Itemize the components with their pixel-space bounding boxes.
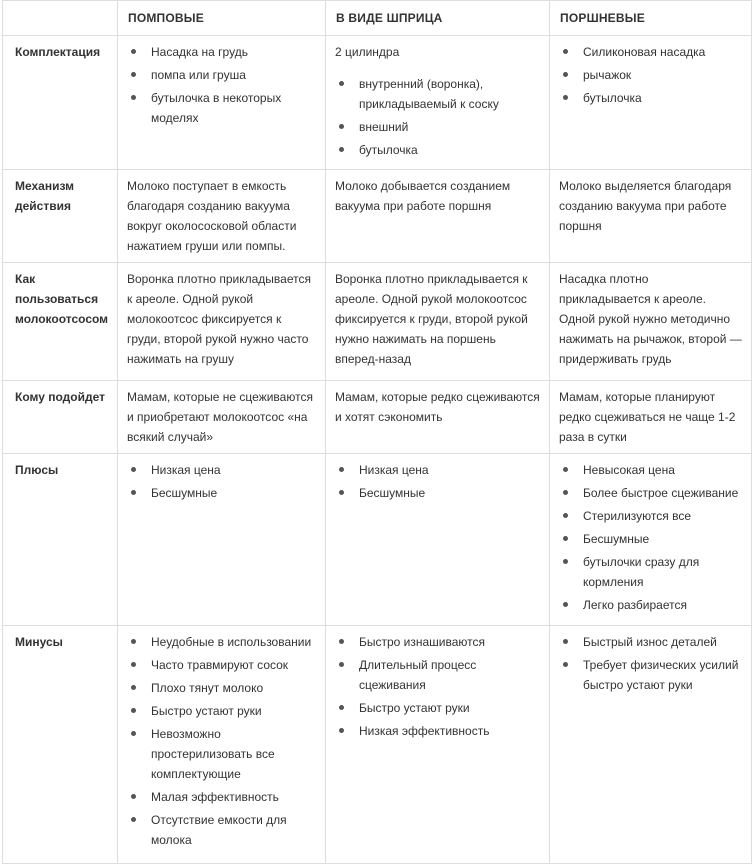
cell-text: Молоко выделяется благодаря созданию вакуума при работе поршня <box>559 179 732 233</box>
list-item: Невозможно простерилизовать все комплектующие <box>127 724 317 784</box>
row-label-cons: Минусы <box>3 626 118 864</box>
cell-cons-pump <box>118 626 326 864</box>
table-row <box>3 454 752 626</box>
cell-usage-syringe <box>326 263 550 381</box>
bullet-list <box>335 460 541 503</box>
list-item: Быстрый износ деталей <box>559 632 743 652</box>
cell-mechanism-piston <box>550 170 752 263</box>
cell-pros-syringe <box>326 454 550 626</box>
list-item: Силиконовая насадка <box>559 42 743 62</box>
list-item: Низкая цена <box>335 460 541 480</box>
column-header-piston: ПОРШНЕВЫЕ <box>550 1 752 36</box>
cell-text: Воронка плотно прикладывается к ареоле. Одной рукой молокоотсос фиксируется к груди, второй рукой нужно нажимать на поршень вперед-назад <box>335 272 528 366</box>
list-item: Бесшумные <box>127 483 317 503</box>
list-item: бутылочка <box>335 140 541 160</box>
bullet-list <box>127 460 317 503</box>
bullet-list <box>335 74 541 160</box>
cell-suitable-syringe <box>326 381 550 454</box>
list-item: Стерилизуются все <box>559 506 743 526</box>
list-item: Бесшумные <box>335 483 541 503</box>
list-item: Низкая эффективность <box>335 721 541 741</box>
list-item: внутренний (воронка), прикладываемый к соску <box>335 74 541 114</box>
cell-pros-piston <box>550 454 752 626</box>
list-item: Требует физических усилий быстро устают руки <box>559 655 743 695</box>
list-item: Малая эффективность <box>127 787 317 807</box>
cell-text: Мамам, которые редко сцеживаются и хотят сэкономить <box>335 390 540 424</box>
table-row <box>3 263 752 381</box>
cell-lead-text: 2 цилиндра <box>335 45 400 59</box>
row-label-usage: Как пользоваться молокоотсосом <box>3 263 118 381</box>
cell-text: Насадка плотно прикладывается к ареоле. Одной рукой нужно методично нажимать на рычажок, второй — придерживать грудь <box>559 272 742 366</box>
row-label-suitable-for: Кому подойдет <box>3 381 118 454</box>
list-item: Бесшумные <box>559 529 743 549</box>
bullet-list <box>559 460 743 615</box>
table-row <box>3 36 752 170</box>
header-corner <box>3 1 118 36</box>
list-item: Часто травмируют сосок <box>127 655 317 675</box>
list-item: Насадка на грудь <box>127 42 317 62</box>
list-item: Длительный процесс сцеживания <box>335 655 541 695</box>
cell-text: Молоко поступает в емкость благодаря созданию вакуума вокруг околососковой области нажатием груши или помпы. <box>127 179 297 253</box>
table-row <box>3 170 752 263</box>
bullet-list <box>127 42 317 128</box>
cell-suitable-pump <box>118 381 326 454</box>
cell-usage-pump <box>118 263 326 381</box>
list-item: Плохо тянут молоко <box>127 678 317 698</box>
cell-kit-syringe <box>326 36 550 170</box>
row-label-pros: Плюсы <box>3 454 118 626</box>
list-item: Легко разбирается <box>559 595 743 615</box>
list-item: Быстро устают руки <box>127 701 317 721</box>
cell-mechanism-pump <box>118 170 326 263</box>
list-item: Быстро изнашиваются <box>335 632 541 652</box>
cell-suitable-piston <box>550 381 752 454</box>
comparison-table <box>2 0 752 864</box>
column-header-pump: ПОМПОВЫЕ <box>118 1 326 36</box>
list-item: бутылочка <box>559 88 743 108</box>
cell-mechanism-syringe <box>326 170 550 263</box>
row-label-mechanism: Механизм действия <box>3 170 118 263</box>
cell-text: Мамам, которые не сцеживаются и приобретают молокоотсос «на всякий случай» <box>127 390 313 444</box>
list-item: Неудобные в использовании <box>127 632 317 652</box>
cell-text: Мамам, которые планируют редко сцеживаться не чаще 1-2 раза в сутки <box>559 390 736 444</box>
list-item: Быстро устают руки <box>335 698 541 718</box>
cell-cons-syringe <box>326 626 550 864</box>
header-row <box>3 1 752 36</box>
list-item: Отсутствие емкости для молока <box>127 810 317 850</box>
row-label-kit: Комплектация <box>3 36 118 170</box>
bullet-list <box>127 632 317 850</box>
cell-text: Воронка плотно прикладывается к ареоле. Одной рукой молокоотсос фиксируется к груди, второй рукой нужно часто нажимать на грушу <box>127 272 311 366</box>
cell-pros-pump <box>118 454 326 626</box>
bullet-list <box>335 632 541 741</box>
list-item: Невысокая цена <box>559 460 743 480</box>
list-item: внешний <box>335 117 541 137</box>
cell-cons-piston <box>550 626 752 864</box>
list-item: помпа или груша <box>127 65 317 85</box>
cell-kit-piston <box>550 36 752 170</box>
column-header-syringe: В ВИДЕ ШПРИЦА <box>326 1 550 36</box>
list-item: Более быстрое сцеживание <box>559 483 743 503</box>
table-row <box>3 626 752 864</box>
bullet-list <box>559 632 743 695</box>
bullet-list <box>559 42 743 108</box>
list-item: бутылочки сразу для кормления <box>559 552 743 592</box>
cell-usage-piston <box>550 263 752 381</box>
list-item: бутылочка в некоторых моделях <box>127 88 317 128</box>
cell-text: Молоко добывается созданием вакуума при работе поршня <box>335 179 511 213</box>
cell-kit-pump <box>118 36 326 170</box>
list-item: рычажок <box>559 65 743 85</box>
list-item: Низкая цена <box>127 460 317 480</box>
table-row <box>3 381 752 454</box>
